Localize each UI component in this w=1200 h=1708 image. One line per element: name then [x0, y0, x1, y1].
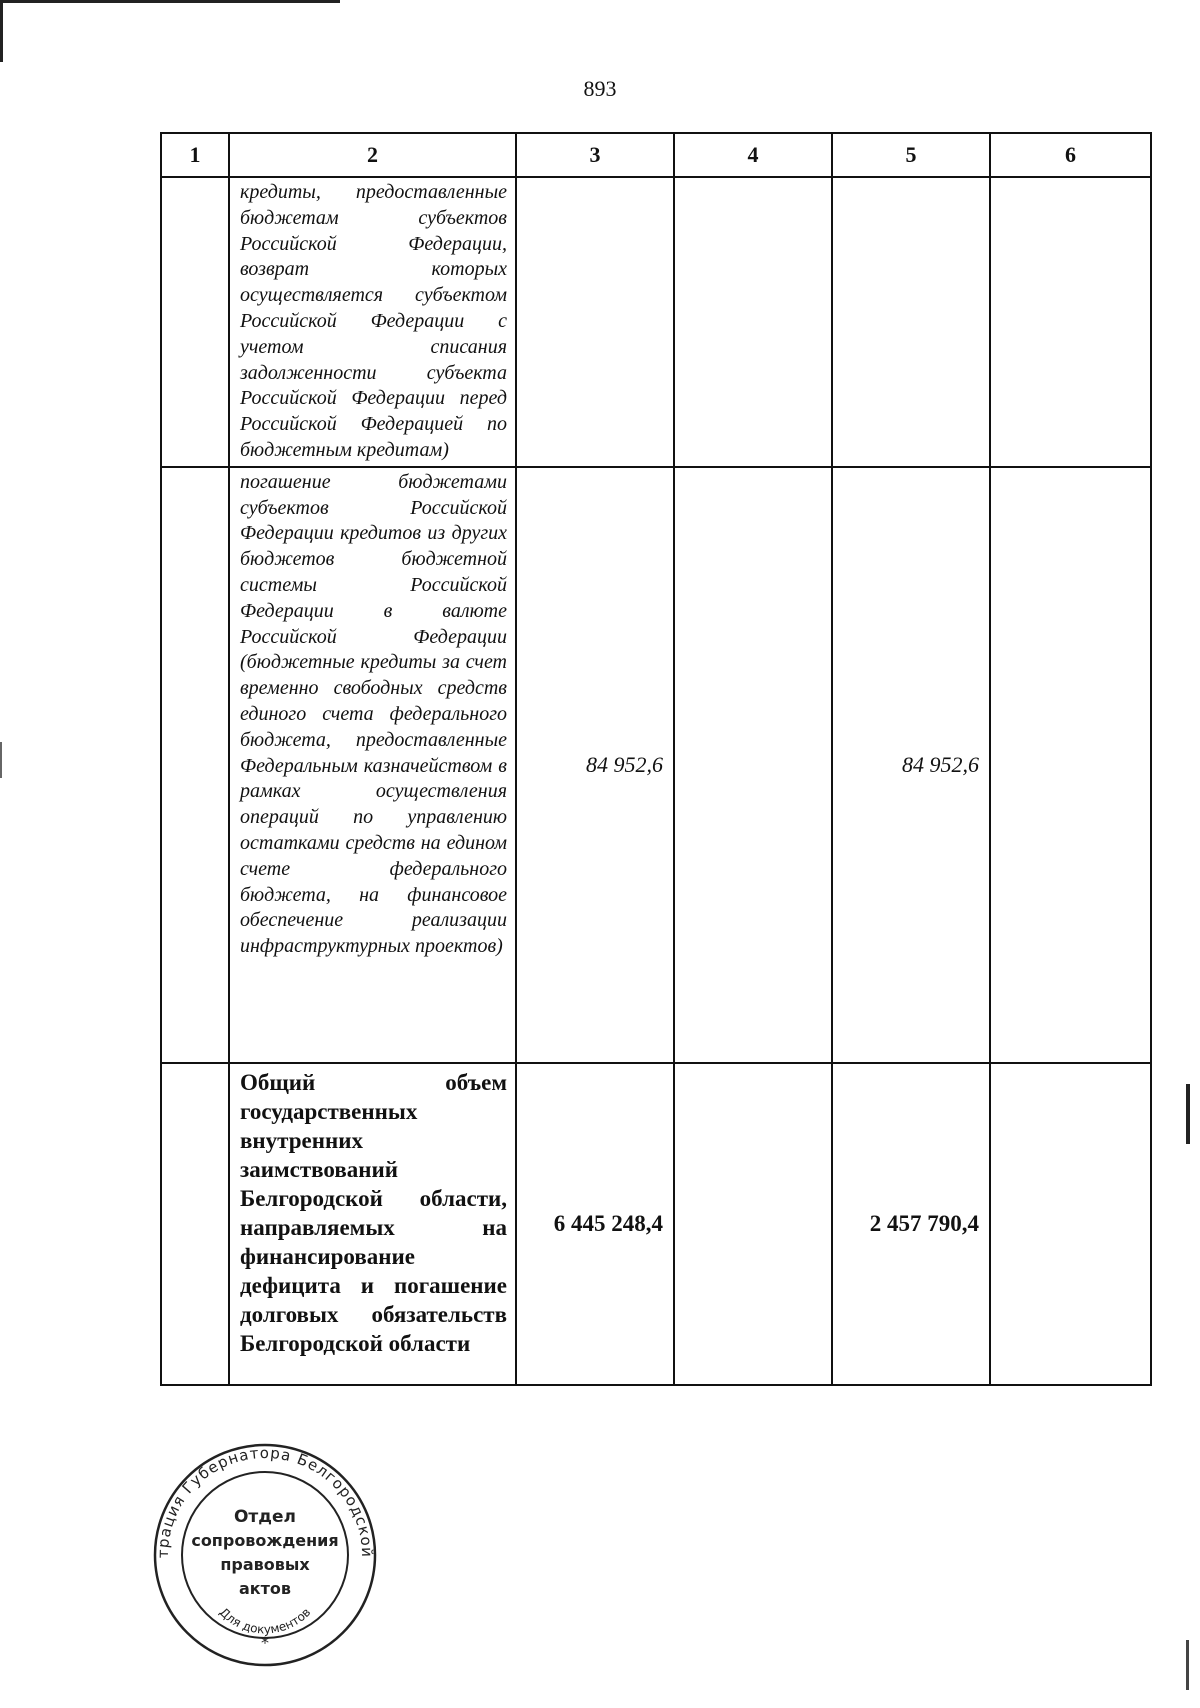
- row2-col5-value: 84 952,6: [902, 751, 979, 777]
- table-row-total: [161, 1063, 1151, 1385]
- row1-description: [229, 177, 516, 467]
- row3-description: [229, 1063, 516, 1385]
- row2-col6: [990, 467, 1151, 1063]
- row1-col3: [516, 177, 674, 467]
- row1-col4: [674, 177, 832, 467]
- column-header-6: 6: [990, 133, 1151, 177]
- scan-artifact-right-mark: [1186, 1084, 1190, 1144]
- seal-graphic: [150, 1440, 380, 1670]
- official-seal: [150, 1440, 380, 1670]
- seal-star-symbol: *: [261, 1633, 269, 1652]
- row2-col5: [832, 467, 990, 1063]
- row2-col4: [674, 467, 832, 1063]
- row1-col1: [161, 177, 229, 467]
- column-header-4: 4: [674, 133, 832, 177]
- row1-col5: [832, 177, 990, 467]
- row2-description-text: погашение бюджетами субъектов Российской Федерации кредитов из других бюджетов бюджетной системы Российской Федерации в валюте Российской Федерации (бюджетные кредиты за счет временно свободных средств единого счета федерального бюджета, предоставленные Федеральным казначейством в рамках осуществления операций по управлению остатками средств на едином счете федерального бюджета, на финансовое обеспечение реализации инфраструктурных проектов): [240, 470, 507, 958]
- page-number: 893: [583, 76, 617, 101]
- budget-table: [160, 132, 1152, 1386]
- scan-artifact-top: [0, 0, 340, 3]
- row1-col6: [990, 177, 1151, 467]
- row3-col5: [832, 1063, 990, 1385]
- row2-description: [229, 467, 516, 1063]
- row1-description-text: кредиты, предоставленные бюджетам субъектов Российской Федерации, возврат которых осуществляется субъектом Российской Федерации с учетом списания задолженности субъекта Российской Федерации перед Российской Федерацией по бюджетным кредитам): [240, 181, 507, 461]
- row3-col3-value: 6 445 248,4: [553, 1210, 663, 1236]
- row2-col1: [161, 467, 229, 1063]
- column-header-5: 5: [832, 133, 990, 177]
- row3-description-text: Общий объем государственных внутренних заимствований Белгородской области, направляемых на финансирование дефицита и погашение долговых обязательств Белгородской области: [240, 1069, 507, 1356]
- table-row: [161, 177, 1151, 467]
- seal-line-2: сопровождения: [191, 1531, 339, 1550]
- scan-artifact-right-mark-bottom: [1186, 1640, 1189, 1690]
- row3-col6: [990, 1063, 1151, 1385]
- scan-artifact-left-mark: [0, 742, 2, 778]
- column-header-3: 3: [516, 133, 674, 177]
- column-header-1: 1: [161, 133, 229, 177]
- seal-line-3: правовых: [220, 1555, 310, 1574]
- seal-bottom-text: Для документов: [216, 1604, 314, 1637]
- scan-artifact-left: [0, 0, 3, 62]
- seal-line-1: Отдел: [233, 1507, 297, 1527]
- row2-col3-value: 84 952,6: [586, 751, 663, 777]
- seal-line-4: актов: [238, 1579, 292, 1598]
- table-header-row: [161, 133, 1151, 177]
- column-header-2: 2: [229, 133, 516, 177]
- row2-col3: [516, 467, 674, 1063]
- seal-outer-text: трация Губернатора Белгородской: [153, 1443, 377, 1559]
- table-row: [161, 467, 1151, 1063]
- row3-col4: [674, 1063, 832, 1385]
- row3-col1: [161, 1063, 229, 1385]
- row3-col3: [516, 1063, 674, 1385]
- row3-col5-value: 2 457 790,4: [869, 1210, 979, 1236]
